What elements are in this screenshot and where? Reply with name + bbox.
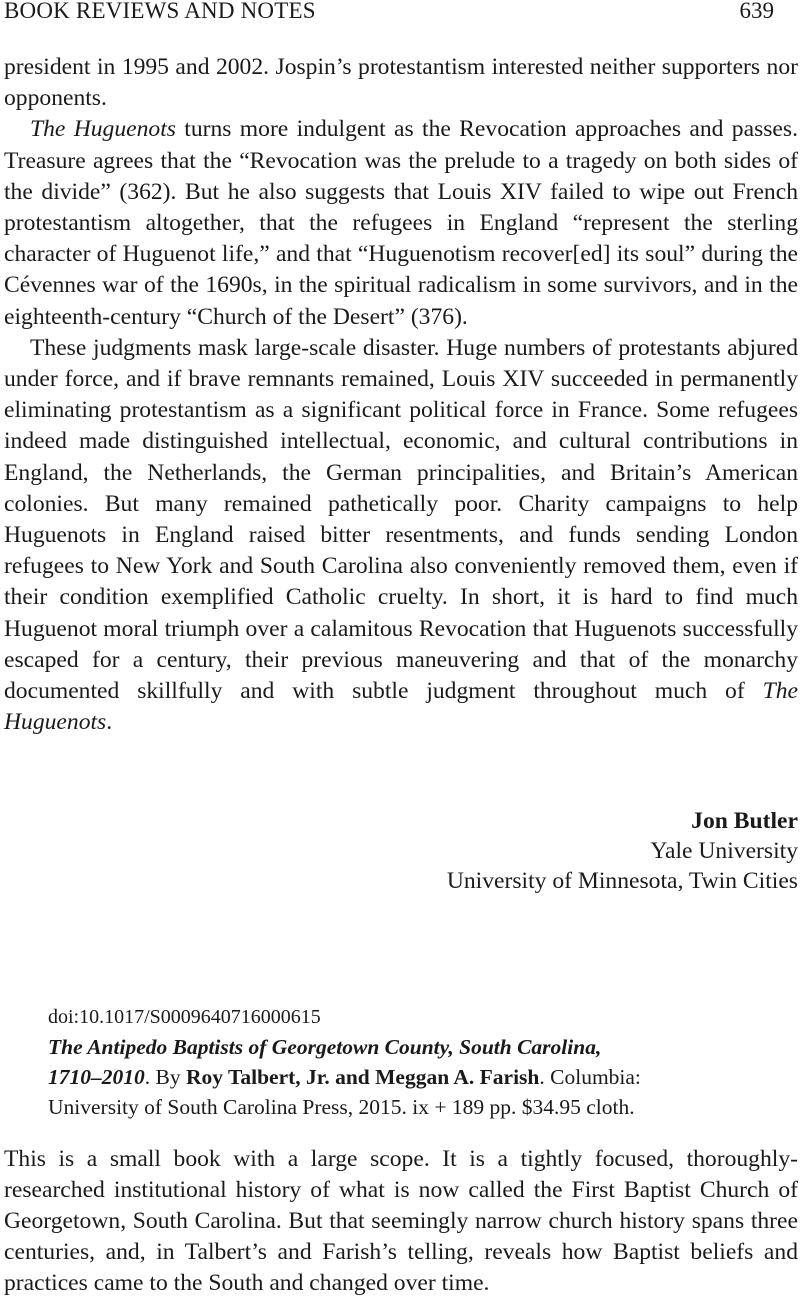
book-authors: Roy Talbert, Jr. and Meggan A. Farish: [185, 1065, 540, 1089]
reviewer-name: Jon Butler: [691, 808, 798, 834]
doi: doi:10.1017/S0009640716000615: [48, 1006, 321, 1028]
second-review-citation: [48, 1002, 758, 1122]
book-title-italic: The Huguenots: [30, 116, 176, 143]
book-title-italic-2: The Huguenots: [4, 678, 798, 736]
running-title: BOOK REVIEWS AND NOTES: [4, 0, 316, 23]
page-number: 639: [739, 0, 774, 23]
publisher-place: . Columbia:: [539, 1065, 641, 1089]
reviewer-affiliation-2: University of Minnesota, Twin Cities: [446, 868, 798, 894]
second-review-paragraph: This is a small book with a large scope. It is a tightly focused, thoroughly-researched institutional history of what is now called the First Baptist Church of Georgetown, South Carolina. But that seemingly narrow church history spans three centuries, and, in Talbert’s and Farish’s telling, reveals how Baptist beliefs and practices came to the South and changed over time.: [4, 1146, 798, 1296]
paragraph-1: president in 1995 and 2002. Jospin’s protestantism interested neither supporters nor opponents.: [4, 54, 798, 112]
second-review-body: [4, 1144, 798, 1299]
first-review-body: [4, 52, 798, 738]
paragraph-3-end: .: [106, 709, 113, 736]
citation: [48, 1032, 758, 1122]
publisher-line: University of South Carolina Press, 2015. ix + 189 pp. $34.95 cloth.: [48, 1095, 635, 1119]
by-text: . By: [144, 1065, 186, 1089]
reviewer-signature: [447, 806, 798, 896]
running-header: [4, 0, 796, 26]
citation-line-2: [48, 1062, 758, 1092]
reviewer-affiliation-1: Yale University: [650, 838, 798, 864]
paragraph-2: [4, 114, 798, 332]
paragraph-2-text: turns more indulgent as the Revocation approaches and passes. Treasure agrees that the “Revocation was the prelude to a tragedy on both sides of the divide” (362). But he also suggests that Louis XIV failed to wipe out French protestantism altogether, that the refugees in England “represent the sterling character of Huguenot life,” and that “Huguenotism recover[ed] its soul” during the Cévennes war of the 1690s, in the spiritual radicalism in some survivors, and in the eighteenth-century “Church of the Desert” (376).: [4, 116, 798, 330]
paragraph-3-text: These judgments mask large-scale disaster. Huge numbers of protestants abjured under force, and if brave remnants remained, Louis XIV succeeded in permanently eliminating protestantism as a significant political force in France. Some refugees indeed made distinguished intellectual, economic, and cultural contributions in England, the Netherlands, the German principalities, and Britain’s American colonies. But many remained pathetically poor. Charity campaigns to help Huguenots in England raised bitter resentments, and funds sending London refugees to New York and South Carolina also conveniently removed them, even if their condition exemplified Catholic cruelty. In short, it is hard to find much Huguenot moral triumph over a calamitous Revocation that Huguenots successfully escaped for a century, their previous maneuvering and that of the monarchy documented skillfully and with subtle judgment throughout much of: [4, 334, 798, 705]
book-title-line-2: 1710–2010: [48, 1065, 145, 1089]
book-title-line-1: The Antipedo Baptists of Georgetown County, South Carolina,: [48, 1035, 602, 1059]
paragraph-3: [4, 333, 798, 739]
